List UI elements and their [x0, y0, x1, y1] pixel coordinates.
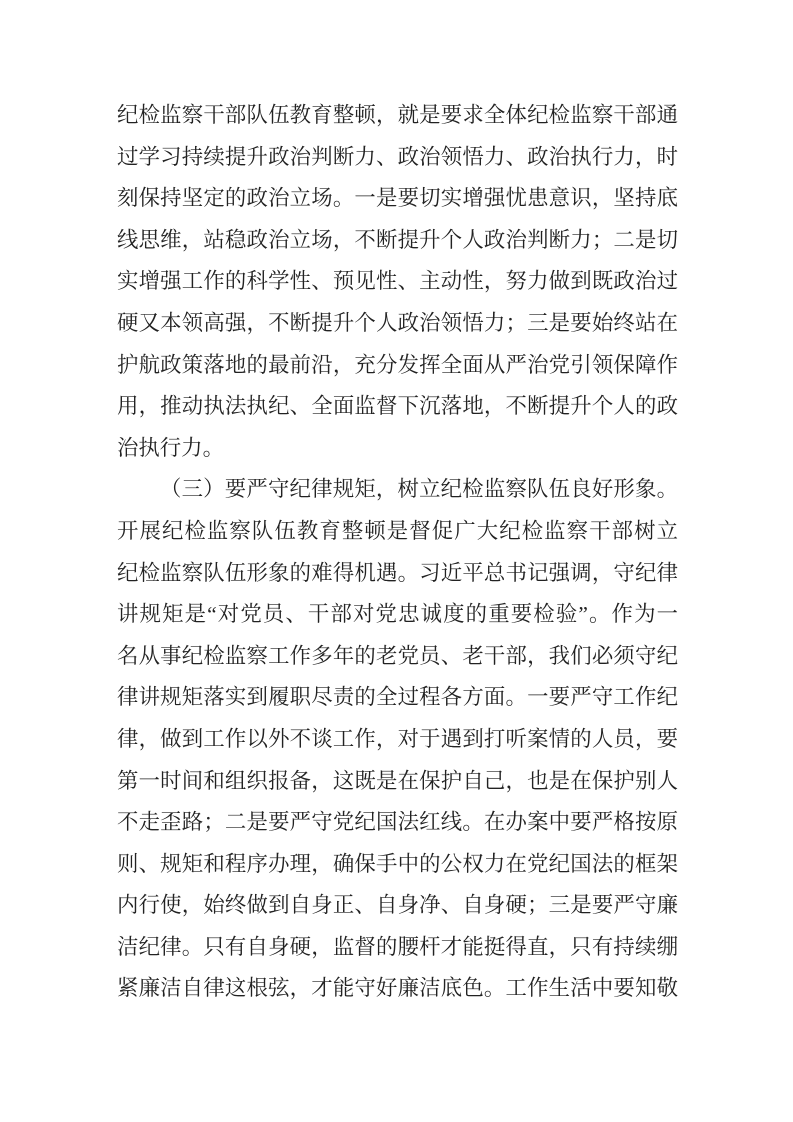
text-line: 过学习持续提升政治判断力、政治领悟力、政治执行力，时	[117, 144, 678, 169]
text-line: 讲规矩是“对党员、干部对党忠诚度的重要检验”。作为一	[117, 602, 678, 627]
text-line: 治执行力。	[117, 435, 224, 460]
text-line: 刻保持坚定的政治立场。一是要切实增强忧患意识，坚持底	[117, 186, 678, 211]
text-line: 律讲规矩落实到履职尽责的全过程各方面。一要严守工作纪	[117, 685, 678, 710]
text-line: 则、规矩和程序办理，确保手中的公权力在党纪国法的框架	[117, 851, 678, 876]
text-line: 纪检监察干部队伍教育整顿，就是要求全体纪检监察干部通	[117, 103, 678, 127]
text-line: 洁纪律。只有自身硬，监督的腰杆才能挺得直，只有持续绷	[117, 934, 678, 959]
text-line: 实增强工作的科学性、预见性、主动性，努力做到既政治过	[117, 269, 678, 294]
text-line: 不走歪路；二是要严守党纪国法红线。在办案中要严格按原	[117, 810, 678, 835]
document-body-text	[117, 95, 678, 1010]
text-line: 紧廉洁自律这根弦，才能守好廉洁底色。工作生活中要知敬	[117, 976, 678, 1001]
text-line: 硬又本领高强，不断提升个人政治领悟力；三是要始终站在	[117, 310, 678, 335]
text-line: 第一时间和组织报备，这既是在保护自己，也是在保护别人	[117, 768, 678, 793]
text-line: 内行使，始终做到自身正、自身净、自身硬；三是要严守廉	[117, 893, 678, 918]
text-line: 律，做到工作以外不谈工作，对于遇到打听案情的人员，要	[117, 726, 678, 751]
text-line: 线思维，站稳政治立场，不断提升个人政治判断力；二是切	[117, 227, 678, 252]
text-line: 纪检监察队伍形象的难得机遇。习近平总书记强调，守纪律	[117, 560, 678, 585]
text-line: 名从事纪检监察工作多年的老党员、老干部，我们必须守纪	[117, 643, 678, 668]
text-line: （三）要严守纪律规矩，树立纪检监察队伍良好形象。	[160, 477, 678, 502]
text-line: 开展纪检监察队伍教育整顿是督促广大纪检监察干部树立	[117, 518, 678, 543]
text-line: 护航政策落地的最前沿，充分发挥全面从严治党引领保障作	[117, 352, 678, 377]
text-line: 用，推动执法执纪、全面监督下沉落地，不断提升个人的政	[117, 394, 678, 419]
